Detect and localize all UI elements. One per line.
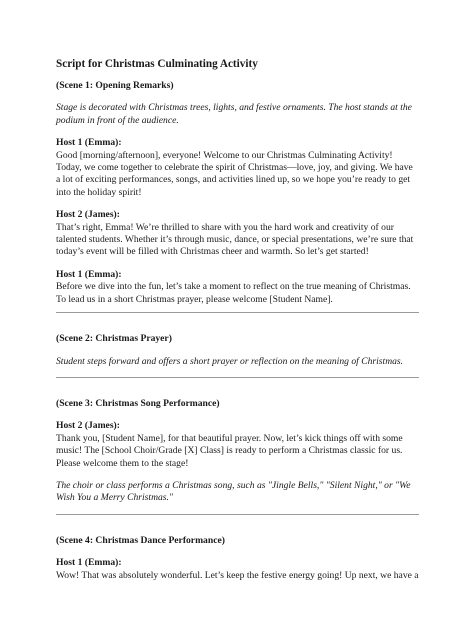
speaker-host-2: Host 2 (James):: [56, 209, 120, 221]
scene-2: [56, 333, 419, 378]
document-page: [56, 57, 419, 592]
scene-4-heading: (Scene 4: Christmas Dance Performance): [56, 534, 225, 546]
document-title: Script for Christmas Culminating Activity: [56, 58, 258, 70]
speaker-host-2: Host 2 (James):: [56, 420, 120, 432]
scene-1-stage-direction: Stage is decorated with Christmas trees, lights, and festive ornaments. The host stands at the podium in front of the audience.: [56, 102, 412, 126]
host-1-prayer-intro-line: Before we dive into the fun, let’s take a moment to reflect on the true meaning of Christmas. To lead us in a short Christmas prayer, please welcome [Student Name].: [56, 281, 411, 305]
host-1-dance-intro-line: Wow! That was absolutely wonderful. Let’s keep the festive energy going! Up next, we have a: [56, 569, 419, 581]
scene-4: [56, 535, 419, 582]
scene-2-heading: (Scene 2: Christmas Prayer): [56, 333, 172, 345]
scene-2-stage-direction: Student steps forward and offers a short prayer or reflection on the meaning of Christmas.: [56, 355, 404, 367]
scene-3: [56, 398, 419, 515]
scene-3-heading: (Scene 3: Christmas Song Performance): [56, 397, 220, 409]
host-2-song-intro-line: Thank you, [Student Name], for that beautiful prayer. Now, let’s kick things off with some music! The [School Choir/Grade [X] Class] is ready to perform a Christmas classic for us. Please welcome them to the stage!: [56, 432, 403, 469]
host-1-opening-line: Good [morning/afternoon], everyone! Welcome to our Christmas Culminating Activity! Today, we come together to celebrate the spirit of Christmas—love, joy, and giving. We have a lot of exciting performances, songs, and activities lined up, so we hope you’re ready to get into the holiday spirit!: [56, 149, 413, 198]
speaker-host-1: Host 1 (Emma):: [56, 137, 122, 149]
speaker-host-1: Host 1 (Emma):: [56, 268, 122, 280]
speaker-host-1: Host 1 (Emma):: [56, 557, 122, 569]
host-2-opening-line: That’s right, Emma! We’re thrilled to share with you the hard work and creativity of our talented students. Whether it’s through music, dance, or special presentations, we’re sure that today’s event will be filled with Christmas cheer and warmth. So let’s get started!: [56, 221, 414, 258]
scene-3-stage-direction: The choir or class performs a Christmas song, such as "Jingle Bells," "Silent Night," or "We Wish You a Merry Christmas.": [56, 479, 411, 504]
scene-1: [56, 80, 419, 313]
scene-1-heading: (Scene 1: Opening Remarks): [56, 80, 174, 91]
